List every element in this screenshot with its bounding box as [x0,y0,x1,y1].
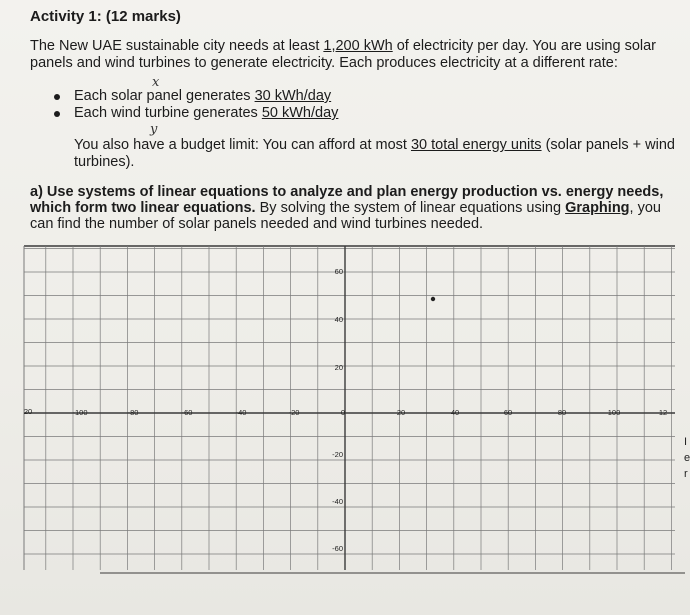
grid-lines [24,246,688,573]
intro-paragraph [30,38,670,72]
y-tick-label: 40 [334,315,343,324]
list-item-solar [50,88,338,105]
plotted-dot [431,297,435,301]
edge-mark-2: e [684,452,690,464]
x-tick-label: -80 [127,408,139,417]
solar-rate-value: 30 kWh/day [254,88,332,104]
x-tick-label: 80 [557,408,567,417]
x-tick-label: 40 [450,408,460,417]
x-tick-label: -60 [181,408,193,417]
handwritten-x: x [152,75,160,90]
graphing-method: Graphing [565,200,630,216]
edge-mark-3: r [684,468,688,480]
energy-need: 1,200 kWh [323,38,393,54]
edge-mark-1: I [684,436,688,448]
rates-list [50,88,338,122]
intro-text-a: The New UAE sustainable city needs at least [30,38,324,54]
intro-text-b: of electricity per day. You are using solar panels and wind turbines to generate electricity. Each produces electricity at a different rate: [30,38,656,71]
x-tick-label: -20 [288,408,300,417]
x-tick-label: -100 [72,408,88,417]
x-tick-label: 20 [23,407,33,416]
budget-limit: 30 total energy units [410,137,542,153]
question-a [30,184,670,232]
x-tick-label: 20 [396,408,406,417]
x-tick-label: 100 [607,408,621,417]
x-tick-label: 12 [658,408,668,417]
budget-text-a: You also have a budget limit: You can afford at most [74,137,411,153]
y-tick-label: -20 [332,450,343,459]
question-bold: a) Use systems of linear equations to analyze and plan energy production vs. energy needs, which form two linear equations. [30,184,664,216]
x-tick-label: -40 [235,408,247,417]
x-tick-label: 0 [340,408,346,417]
y-tick-label: 60 [334,267,343,276]
wind-rate-value: 50 kWh/day [261,105,339,121]
budget-paragraph [74,137,679,171]
coordinate-grid[interactable] [0,240,690,585]
activity-title: Activity 1: (12 marks) [30,8,181,25]
y-tick-label: -60 [332,544,343,553]
y-tick-label: -40 [332,497,343,506]
solar-rate-text: Each solar panel generates [74,88,255,104]
list-item-wind [50,105,338,122]
y-tick-label: 20 [334,363,343,372]
wind-rate-text: Each wind turbine generates [74,105,262,121]
budget-text-b: (solar panels + wind turbines). [74,137,675,170]
handwritten-y: y [150,122,158,137]
question-text-a: By solving the system of linear equations using [255,200,566,216]
x-tick-label: 60 [503,408,513,417]
question-text-b: , you can find the number of solar panels needed and wind turbines needed. [30,200,661,232]
